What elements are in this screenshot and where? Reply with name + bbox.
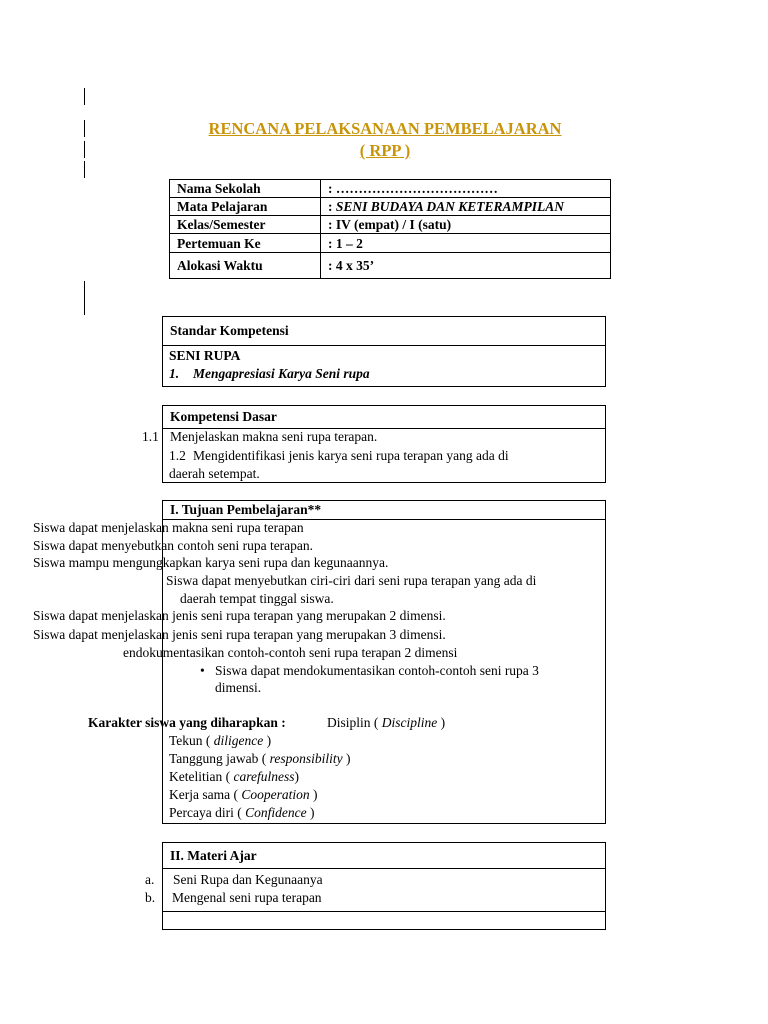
tujuan-bullet-item: Siswa dapat mendokumentasikan contoh-contoh seni rupa 3 [215, 663, 539, 678]
revision-bar [84, 120, 85, 137]
materi-item: Mengenal seni rupa terapan [172, 890, 322, 905]
table-row [170, 180, 611, 198]
karakter-word: Kerja sama [169, 787, 231, 802]
karakter-item: Tekun ( diligence ) [169, 733, 272, 748]
info-value: : IV (empat) / I (satu) [321, 216, 611, 234]
revision-bar [84, 161, 85, 178]
materi-marker: b. [145, 890, 156, 905]
kompetensi-dasar-item: Menjelaskan makna seni rupa terapan. [170, 429, 378, 444]
info-value [321, 198, 611, 216]
materi-item: Seni Rupa dan Kegunaanya [173, 872, 323, 887]
info-value: : ……………………………… [321, 180, 611, 198]
kompetensi-dasar-number: 1.2 [169, 448, 186, 463]
info-label: Mata Pelajaran [170, 198, 321, 216]
karakter-item: Disiplin ( Discipline ) [327, 715, 446, 730]
karakter-word: Percaya diri [169, 805, 234, 820]
karakter-word: Disiplin [327, 715, 371, 730]
info-label: Nama Sekolah [170, 180, 321, 198]
karakter-item: Kerja sama ( Cooperation ) [169, 787, 318, 802]
document-subtitle: ( RPP ) [359, 141, 411, 160]
karakter-en: responsibility [269, 751, 343, 766]
tujuan-item-cont: daerah tempat tinggal siswa. [180, 591, 334, 606]
standar-kompetensi-item-number: 1. [169, 366, 180, 381]
tujuan-bullet-item-cont: dimensi. [215, 680, 262, 695]
table-row [170, 253, 611, 279]
revision-bar [84, 141, 85, 158]
table-row [170, 198, 611, 216]
tujuan-header: I. Tujuan Pembelajaran** [163, 501, 605, 520]
karakter-en: Discipline [381, 715, 438, 730]
info-label: Alokasi Waktu [170, 253, 321, 279]
tujuan-item: Siswa dapat menjelaskan jenis seni rupa terapan yang merupakan 2 dimensi. [33, 608, 446, 623]
info-value-prefix: : [328, 199, 336, 214]
kompetensi-dasar-header: Kompetensi Dasar [163, 406, 605, 429]
tujuan-item: Siswa dapat menyebutkan contoh seni rupa terapan. [33, 538, 314, 553]
karakter-en: carefulness [233, 769, 295, 784]
materi-marker: a. [145, 872, 155, 887]
revision-bar [84, 298, 85, 315]
karakter-en: Confidence [245, 805, 307, 820]
standar-kompetensi-box [162, 316, 606, 387]
table-row [170, 216, 611, 234]
materi-header: II. Materi Ajar [163, 843, 605, 869]
tujuan-item: endokumentasikan contoh-contoh seni rupa terapan 2 dimensi [123, 645, 458, 660]
bullet-icon: • [200, 663, 205, 678]
revision-bar [84, 281, 85, 298]
karakter-word: Ketelitian [169, 769, 223, 784]
info-table [169, 179, 611, 279]
tujuan-item: Siswa dapat menyebutkan ciri-ciri dari seni rupa terapan yang ada di [166, 573, 537, 588]
karakter-word: Tanggung jawab [169, 751, 259, 766]
tujuan-item: Siswa dapat menjelaskan makna seni rupa terapan [33, 520, 304, 535]
document-title: RENCANA PELAKSANAAN PEMBELAJARAN [208, 119, 562, 138]
info-value: : 4 x 35’ [321, 253, 611, 279]
standar-kompetensi-header: Standar Kompetensi [163, 317, 605, 346]
kompetensi-dasar-item: Mengidentifikasi jenis karya seni rupa terapan yang ada di [193, 448, 509, 463]
info-label: Kelas/Semester [170, 216, 321, 234]
karakter-word: Tekun [169, 733, 203, 748]
karakter-item: Tanggung jawab ( responsibility ) [169, 751, 351, 766]
divider [163, 911, 605, 912]
tujuan-item: Siswa mampu mengungkapkan karya seni rupa dan kegunaannya. [33, 555, 389, 570]
kompetensi-dasar-item-cont: daerah setempat. [169, 466, 260, 481]
info-value: : 1 – 2 [321, 234, 611, 253]
standar-kompetensi-item: Mengapresiasi Karya Seni rupa [193, 366, 370, 381]
karakter-item: Ketelitian ( carefulness) [169, 769, 299, 784]
karakter-label: Karakter siswa yang diharapkan : [88, 715, 286, 730]
standar-kompetensi-subject: SENI RUPA [169, 348, 241, 363]
tujuan-item: Siswa dapat menjelaskan jenis seni rupa terapan yang merupakan 3 dimensi. [33, 627, 446, 642]
kompetensi-dasar-number: 1.1 [142, 429, 159, 444]
karakter-en: diligence [213, 733, 264, 748]
karakter-en: Cooperation [241, 787, 310, 802]
info-value-subject: SENI BUDAYA DAN KETERAMPILAN [335, 199, 565, 214]
info-label: Pertemuan Ke [170, 234, 321, 253]
karakter-item: Percaya diri ( Confidence ) [169, 805, 315, 820]
table-row [170, 234, 611, 253]
revision-bar [84, 88, 85, 105]
